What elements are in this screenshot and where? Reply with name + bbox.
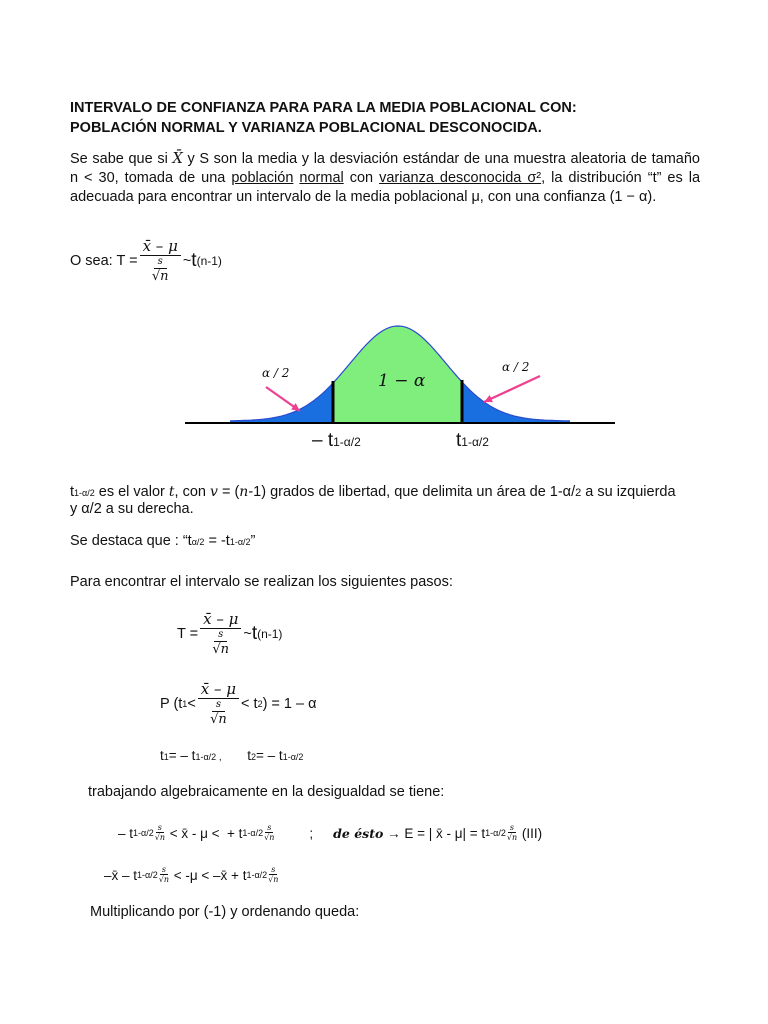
inequality-1 [118,818,542,848]
intro-text-3: con [343,170,380,186]
ineq1-end: (III) [518,825,543,841]
p-formula-s: s [212,699,225,712]
ineq2-a: –x̄ – t [104,867,138,883]
def-text1: es el valor [94,484,169,500]
xbar-symbol: X̄ [172,151,183,167]
t-formula-denominator [212,629,229,658]
p-formula-sqrtn: √n [210,712,227,727]
t1-b: = – t [168,748,196,763]
p-formula-lead: P (t [160,696,183,712]
destaca-sub2: 1-α/2 [229,537,251,547]
t2-e: = – t [256,748,283,763]
right-arrow [484,376,540,402]
multiplicando-line: Multiplicando por (-1) y ordenando queda: [90,904,360,920]
t2-d-sub: 2 [251,752,257,762]
one-minus-alpha-label: 1 − α [378,371,426,391]
ineq1-frac-3 [507,824,517,843]
ineq2-b: < -μ < [170,867,214,883]
p-formula-sub1: 1 [182,699,188,709]
ineq2-sqrtn1: √n [158,874,169,884]
t1-a-sub: 1 [163,752,169,762]
p-formula-sub2: 2 [257,699,263,709]
p-formula-denominator [210,699,227,728]
osea-sub: (n-1) [196,254,222,268]
osea-denominator [151,256,170,285]
t-formula-numerator: x̄ – μ [200,610,241,629]
def-tsub: 1-α/2 [74,488,95,498]
ineq1-semicolon: ; [309,825,314,841]
ineq1-frac-1 [155,824,165,843]
intro-text-2: y S son la media y la desviación estándar de una muestra aleatoria de tamaño n < 30, tomada de una [70,151,700,186]
destaca-end: ” [250,533,256,549]
document-title [70,98,700,138]
ineq1-arrow: → E = | x̄ - μ| = t [383,825,486,841]
title-line-2: POBLACIÓN NORMAL Y VARIANZA POBLACIONAL DESCONOCIDA. [70,120,542,136]
ineq1-s1: s [157,822,162,832]
t1-b-sub: 1-α/2 [195,752,217,762]
osea-lead: O sea: T = [70,253,138,269]
label-right-sub: 1-α/2 [461,435,489,449]
osea-fraction [140,237,181,285]
diagram-label-right [456,430,489,452]
p-formula-end: ) = 1 – α [262,696,317,712]
t1-t2-line [160,748,303,763]
left-arrow-head [291,403,300,411]
ineq1-c: + t [223,825,243,841]
t-formula [177,605,282,663]
ineq1-b: < x̄ - μ < [165,825,224,841]
p-formula-fraction [198,680,239,728]
t-formula-sub: (n-1) [257,627,283,641]
p-formula [160,675,317,733]
def-two: 2 [575,487,582,499]
ineq2-sqrtn2: √n [268,874,279,884]
destaca-lead: Se destaca que : “t [70,533,192,549]
t-formula-s: s [214,629,227,642]
ineq1-frac-2 [264,824,274,843]
t-distribution-diagram [0,320,768,460]
ineq2-frac-1 [159,866,169,885]
normal-underlined: normal [299,170,344,186]
t1-comma: , [216,752,222,763]
definition-line-1 [70,484,676,500]
def-n: n [239,484,249,500]
p-formula-numerator: x̄ – μ [198,680,239,699]
ineq2-frac-2 [268,866,278,885]
t-formula-t: t [251,623,258,644]
def-t-italic: t [168,484,175,500]
definition-line-2: y α/2 a su derecha. [70,501,194,517]
ineq1-s2: s [267,822,272,832]
osea-t: t [191,250,197,271]
ineq1-de-esto: de ésto [333,825,384,841]
osea-numerator: x̄ – μ [140,237,181,256]
ineq2-c: –x̄ + t [213,867,247,883]
osea-s: s [154,256,167,269]
ineq2-a-sub: 1-α/2 [137,870,158,880]
ineq1-s3: s [509,822,515,832]
diagram-label-left [312,430,361,452]
t1-a: t [160,748,164,763]
ineq1-c-sub: 1-α/2 [242,828,264,838]
p-formula-lt: < [187,696,196,712]
p-formula-lt2: < t [241,696,258,712]
alpha-right-label: α / 2 [502,360,530,374]
osea-tilde: ~ [182,253,192,269]
label-left-t: – t [312,430,334,451]
osea-formula [70,233,222,289]
def-text5: a su izquierda [581,484,676,500]
def-v: v [210,484,218,500]
destaca-line [70,533,255,549]
intro-text-4: , la distribución “t” es la adecuada para encontrar un intervalo de la media poblacional μ, con una confianza (1 − α). [70,170,701,205]
t2-e-sub: 1-α/2 [282,752,304,762]
ineq1-e-sub: 1-α/2 [485,828,506,838]
def-text4: -1) grados de libertad, que delimita un área de 1-α/ [248,484,576,500]
ineq2-s1: s [161,864,166,874]
ineq1-a: – t [118,825,134,841]
label-left-sub: 1-α/2 [333,435,361,449]
alpha-left-label: α / 2 [262,366,290,380]
t2-d: t [247,748,252,763]
trabajando-line: trabajando algebraicamente en la desigualdad se tiene: [88,784,445,800]
label-right-t: t [456,430,462,451]
poblacion-underlined: población [231,170,294,186]
destaca-sub1: α/2 [191,537,205,547]
osea-sqrtn: √n [151,269,169,284]
intro-paragraph [70,150,700,207]
ineq1-sqrtn2: √n [264,832,275,842]
t-formula-lead: T = [177,626,199,642]
ineq2-c-sub: 1-α/2 [246,870,268,880]
t-formula-fraction [200,610,241,658]
varianza-underlined: varianza desconocida σ² [379,170,542,186]
t-formula-tilde: ~ [243,626,252,642]
intro-text-1: Se sabe que si [70,151,173,167]
ineq2-s2: s [271,864,276,874]
t-formula-sqrtn: √n [212,642,230,657]
pasos-line: Para encontrar el intervalo se realizan los siguientes pasos: [70,574,453,590]
def-text2: , con [174,484,211,500]
def-t: t [70,484,75,500]
inequality-2 [104,860,279,890]
def-text3: = ( [217,484,240,500]
ineq1-sqrtn3: √n [506,832,518,842]
title-line-1: INTERVALO DE CONFIANZA PARA PARA LA MEDIA POBLACIONAL CON: [70,100,577,116]
ineq1-a-sub: 1-α/2 [133,828,154,838]
ineq1-sqrtn1: √n [154,832,165,842]
left-tail-area [230,383,333,423]
destaca-mid: = -t [204,533,230,549]
osea-s-over-sqrtn [152,256,169,285]
